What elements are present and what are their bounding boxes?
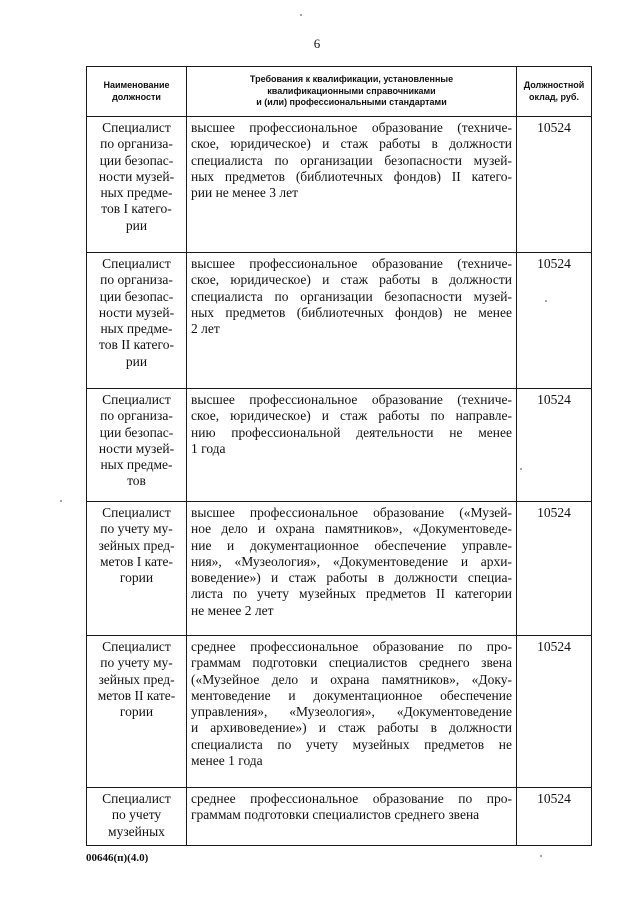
cell-line: ское, юридическое) и стаж работы по направле- bbox=[191, 408, 512, 424]
table-row bbox=[87, 502, 592, 636]
cell-line: по организа- bbox=[100, 136, 173, 152]
cell-line: и архивоведение») и стаж работы в должности bbox=[191, 720, 512, 736]
cell-line: среднее профессиональное образование по про- bbox=[191, 639, 512, 654]
table-row bbox=[87, 788, 592, 846]
cell-line: ных предметов (библиотечных фондов) не менее bbox=[191, 304, 512, 320]
document-code: 00646(п)(4.0) bbox=[86, 852, 149, 864]
scan-speck bbox=[545, 300, 547, 302]
cell-line: высшее профессиональное образование (техниче- bbox=[191, 120, 512, 135]
cell-line: ное дело и охрана памятников», «Документоведе- bbox=[191, 521, 512, 537]
table-row bbox=[87, 389, 592, 502]
position-name-cell bbox=[87, 389, 187, 502]
cell-line: ции безопас- bbox=[99, 288, 174, 304]
header-salary bbox=[517, 67, 592, 117]
cell-line: тов II катего- bbox=[99, 337, 174, 353]
salary-cell: 10524 bbox=[517, 502, 592, 636]
cell-line: зейных пред- bbox=[98, 537, 175, 553]
cell-line: ние и документационное обеспечение управле- bbox=[191, 537, 512, 553]
header-line: оклад, руб. bbox=[529, 91, 579, 102]
scan-speck bbox=[300, 14, 302, 16]
cell-line: зейных пред- bbox=[98, 671, 175, 687]
salary-cell: 10524 bbox=[517, 117, 592, 253]
salary-cell: 10524 bbox=[517, 788, 592, 846]
cell-line: Специалист bbox=[102, 639, 171, 654]
positions-table bbox=[86, 66, 592, 846]
requirements-cell bbox=[187, 502, 517, 636]
cell-line: ности музей- bbox=[98, 304, 175, 320]
cell-line: нию профессиональной деятельности не менее bbox=[191, 424, 512, 440]
position-name-cell bbox=[87, 636, 187, 788]
requirements-cell bbox=[187, 253, 517, 389]
cell-line: ных предметов (библиотечных фондов) II катего- bbox=[191, 168, 512, 184]
table-row bbox=[87, 636, 592, 788]
cell-line: ментоведение и документационное обеспечение bbox=[191, 687, 512, 703]
table-row bbox=[87, 117, 592, 253]
header-position-name bbox=[87, 67, 187, 117]
cell-line: гории bbox=[119, 704, 154, 720]
cell-line: граммам подготовки специалистов среднего звена bbox=[191, 807, 480, 823]
cell-line: («Музейное дело и охрана памятников», «Доку- bbox=[191, 671, 512, 687]
scan-speck bbox=[540, 855, 542, 857]
cell-line: среднее профессиональное образование по про- bbox=[191, 791, 512, 806]
position-name-cell bbox=[87, 253, 187, 389]
cell-line: ции безопас- bbox=[99, 424, 174, 440]
table-header-row bbox=[87, 67, 592, 117]
cell-line: метов II кате- bbox=[97, 687, 176, 703]
cell-line: высшее профессиональное образование (техниче- bbox=[191, 256, 512, 271]
cell-line: высшее профессиональное образование (техниче- bbox=[191, 392, 512, 407]
cell-line: 1 года bbox=[191, 440, 226, 456]
cell-line: специалиста по организации безопасности музей- bbox=[191, 152, 512, 168]
cell-line: ции безопас- bbox=[99, 152, 174, 168]
cell-line: менее 1 года bbox=[191, 753, 263, 769]
cell-line: листа по учету музейных предметов II категории bbox=[191, 586, 512, 602]
requirements-cell bbox=[187, 389, 517, 502]
salary-cell: 10524 bbox=[517, 636, 592, 788]
cell-line: ных предме- bbox=[100, 185, 173, 201]
scan-speck bbox=[520, 468, 522, 470]
cell-line: специалиста по организации безопасности музей- bbox=[191, 288, 512, 304]
table-row bbox=[87, 253, 592, 389]
header-line: Должностной bbox=[523, 80, 585, 90]
cell-line: ния», «Музеология», «Документоведение и архи- bbox=[191, 553, 512, 569]
cell-line: ности музей- bbox=[98, 168, 175, 184]
cell-line: по учету bbox=[111, 807, 162, 823]
cell-line: высшее профессиональное образование («Музей- bbox=[191, 505, 512, 520]
cell-line: рии bbox=[125, 217, 148, 233]
cell-line: по учету му- bbox=[100, 521, 173, 537]
cell-line: ское, юридическое) и стаж работы в должности bbox=[191, 272, 512, 288]
salary-cell: 10524 bbox=[517, 253, 592, 389]
cell-line: Специалист bbox=[102, 256, 171, 271]
header-line: Наименование bbox=[103, 80, 170, 90]
cell-line: граммам подготовки специалистов среднего звена bbox=[191, 655, 512, 671]
cell-line: ности музей- bbox=[98, 440, 175, 456]
cell-line: рии bbox=[125, 353, 148, 369]
cell-line: ское, юридическое) и стаж работы в должности bbox=[191, 136, 512, 152]
cell-line: тов bbox=[127, 473, 146, 489]
cell-line: Специалист bbox=[102, 791, 171, 806]
header-line: и (или) профессиональными стандартами bbox=[256, 97, 447, 108]
header-line: Требования к квалификации, установленные bbox=[249, 74, 454, 85]
cell-line: гории bbox=[119, 570, 154, 586]
cell-line: специалиста по учету музейных предметов не bbox=[191, 736, 512, 752]
cell-line: по организа- bbox=[100, 272, 173, 288]
position-name-cell bbox=[87, 788, 187, 846]
salary-cell: 10524 bbox=[517, 389, 592, 502]
cell-line: ных предме- bbox=[100, 321, 173, 337]
cell-line: тов I катего- bbox=[101, 201, 172, 217]
cell-line: Специалист bbox=[102, 120, 171, 135]
cell-line: Специалист bbox=[102, 392, 171, 407]
header-line: квалификационными справочниками bbox=[267, 85, 436, 96]
cell-line: воведение») и стаж работы в должности специа- bbox=[191, 570, 512, 586]
cell-line: управления», «Музеология», «Документоведение bbox=[191, 704, 512, 720]
cell-line: по учету му- bbox=[100, 655, 173, 671]
cell-line: рии не менее 3 лет bbox=[191, 185, 299, 201]
header-requirements bbox=[187, 67, 517, 117]
requirements-cell bbox=[187, 117, 517, 253]
cell-line: ных предме- bbox=[100, 457, 173, 473]
cell-line: метов I кате- bbox=[99, 553, 173, 569]
header-line: должности bbox=[112, 91, 161, 102]
cell-line: по организа- bbox=[100, 408, 173, 424]
position-name-cell bbox=[87, 117, 187, 253]
position-name-cell bbox=[87, 502, 187, 636]
cell-line: не менее 2 лет bbox=[191, 602, 274, 618]
requirements-cell bbox=[187, 788, 517, 846]
cell-line: 2 лет bbox=[191, 321, 220, 337]
cell-line: музейных bbox=[108, 823, 165, 839]
requirements-cell bbox=[187, 636, 517, 788]
page-number: 6 bbox=[313, 36, 321, 51]
scan-speck bbox=[60, 500, 62, 502]
cell-line: Специалист bbox=[102, 505, 171, 520]
